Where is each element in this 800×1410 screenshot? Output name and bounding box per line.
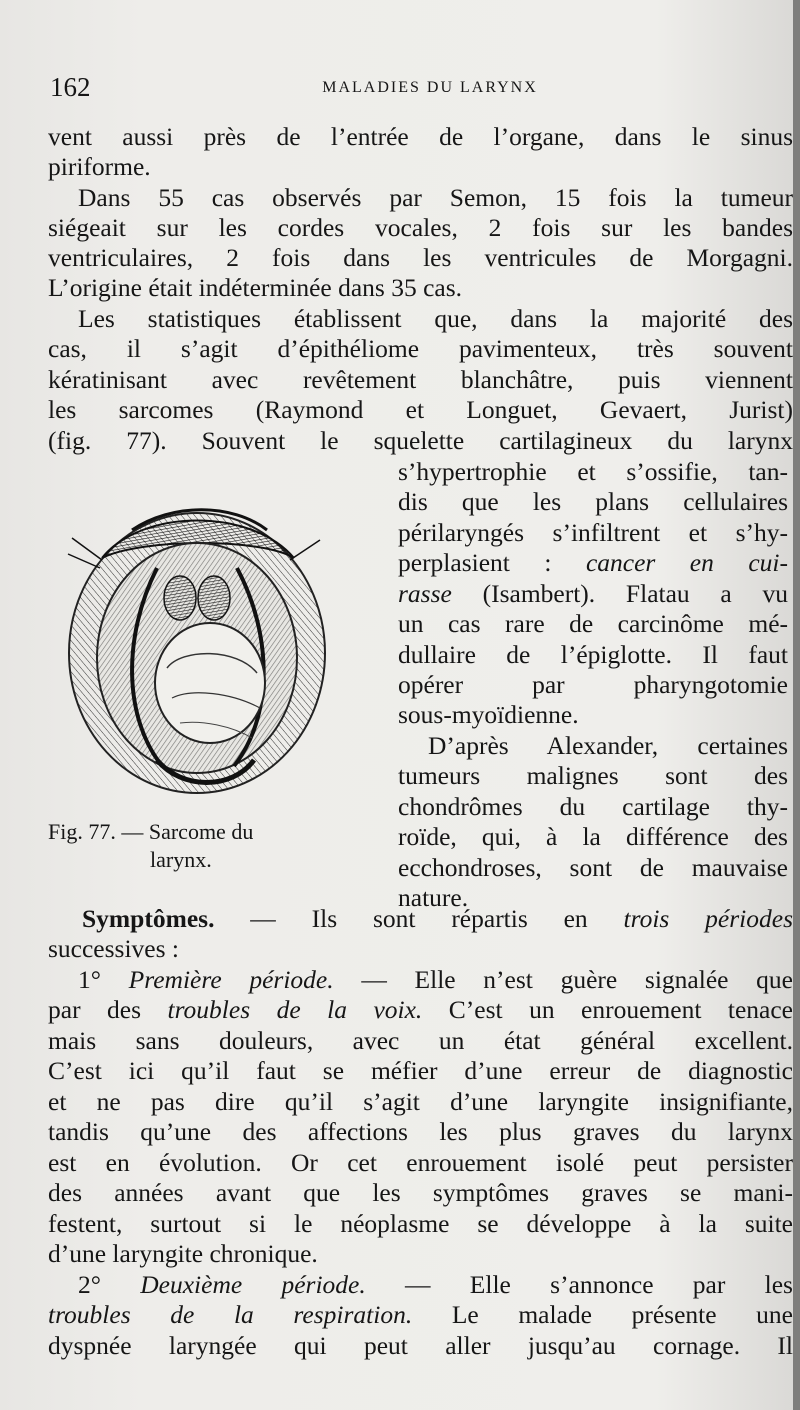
italic-term: Première période. bbox=[128, 965, 334, 994]
text-span: C’est un enrouement tenace bbox=[422, 995, 793, 1024]
italic-term: cancer en cui- bbox=[585, 548, 788, 577]
text-line: tumeurs malignes sont des bbox=[398, 761, 788, 790]
running-head: MALADIES DU LARYNX bbox=[322, 79, 538, 96]
section-heading: Symptômes. bbox=[82, 904, 215, 933]
text-line: opérer par pharyngotomie bbox=[398, 670, 788, 699]
text-line: L’origine était indéterminée dans 35 cas. bbox=[48, 273, 463, 302]
text-span: — Elle n’est guère signalée que bbox=[333, 965, 793, 994]
page-spine-shadow bbox=[793, 0, 800, 1410]
text-line bbox=[398, 579, 788, 610]
text-line: successives : bbox=[48, 934, 180, 963]
text-span: Le malade présente une bbox=[412, 1300, 793, 1329]
text-line: (fig. 77). Souvent le squelette cartilagineux du larynx bbox=[48, 426, 793, 455]
text-span: (Isambert). Flatau a vu bbox=[451, 579, 788, 608]
caption-line: Fig. 77. — Sarcome du bbox=[48, 819, 254, 844]
text-line bbox=[48, 965, 793, 996]
text-line bbox=[398, 548, 788, 579]
text-line: ventriculaires, 2 fois dans les ventricules de Morgagni. bbox=[48, 243, 793, 272]
text-line: chondrômes du cartilage thy- bbox=[398, 792, 788, 821]
italic-term: troubles de la respiration. bbox=[48, 1300, 413, 1329]
text-line: un cas rare de carcinôme mé- bbox=[398, 609, 788, 638]
text-span: perplasient : bbox=[398, 548, 586, 577]
text-line: siégeait sur les cordes vocales, 2 fois sur les bandes bbox=[48, 213, 793, 242]
italic-term: troubles de la voix. bbox=[167, 995, 423, 1024]
text-line: D’après Alexander, certaines bbox=[428, 731, 788, 760]
text-line: des années avant que les symptômes graves se mani- bbox=[48, 1178, 793, 1207]
italic-term: Deuxième période. bbox=[140, 1270, 366, 1299]
text-line: roïde, qui, à la différence des bbox=[398, 822, 788, 851]
text-line bbox=[48, 995, 793, 1026]
text-line: les sarcomes (Raymond et Longuet, Gevaert, Jurist) bbox=[48, 395, 793, 424]
italic-term: rasse bbox=[398, 579, 452, 608]
text-line bbox=[48, 1270, 793, 1301]
text-line: périlaryngés s’infiltrent et s’hy- bbox=[398, 518, 788, 547]
text-line: d’une laryngite chronique. bbox=[48, 1239, 318, 1268]
text-span: — Elle s’annonce par les bbox=[365, 1270, 793, 1299]
text-line: Les statistiques établissent que, dans la majorité des bbox=[78, 304, 793, 333]
text-line: dyspnée laryngée qui peut aller jusqu’au cornage. Il bbox=[48, 1331, 793, 1360]
text-line: kératinisant avec revêtement blanchâtre, puis viennent bbox=[48, 365, 793, 394]
text-line: dullaire de l’épiglotte. Il faut bbox=[398, 640, 788, 669]
text-span: 2° bbox=[78, 1270, 141, 1299]
text-line: vent aussi près de l’entrée de l’organe, dans le sinus bbox=[48, 122, 793, 151]
text-line: nature. bbox=[398, 883, 469, 912]
text-line: et ne pas dire qu’il s’agit d’une laryngite insignifiante, bbox=[48, 1087, 793, 1116]
page-number: 162 bbox=[50, 72, 91, 102]
text-span: — Ils sont répartis en bbox=[214, 904, 624, 933]
text-line: tandis qu’une des affections les plus graves du larynx bbox=[48, 1117, 793, 1146]
text-span: 1° bbox=[78, 965, 129, 994]
text-line: est en évolution. Or cet enrouement isolé peut persister bbox=[48, 1148, 793, 1177]
text-line: dis que les plans cellulaires bbox=[398, 487, 788, 516]
italic-term: trois périodes bbox=[623, 904, 794, 933]
text-line: piriforme. bbox=[48, 152, 151, 181]
text-line: ecchondroses, sont de mauvaise bbox=[398, 853, 788, 882]
figure-caption bbox=[48, 818, 368, 874]
text-line bbox=[48, 1300, 793, 1331]
text-line: Dans 55 cas observés par Semon, 15 fois la tumeur bbox=[78, 183, 793, 212]
text-line: cas, il s’agit d’épithéliome pavimenteux, très souvent bbox=[48, 334, 793, 363]
text-line: s’hypertrophie et s’ossifie, tan- bbox=[398, 457, 788, 486]
text-line: mais sans douleurs, avec un état général excellent. bbox=[48, 1026, 793, 1055]
text-span: par des bbox=[48, 995, 168, 1024]
text-line bbox=[48, 904, 793, 935]
page-header bbox=[50, 70, 780, 104]
text-line: sous-myoïdienne. bbox=[398, 700, 579, 729]
text-line: festent, surtout si le néoplasme se développe à la suite bbox=[48, 1209, 793, 1238]
caption-line: larynx. bbox=[150, 847, 212, 872]
text-line: C’est ici qu’il faut se méfier d’une erreur de diagnostic bbox=[48, 1056, 793, 1085]
larynx-engraving bbox=[62, 498, 332, 798]
